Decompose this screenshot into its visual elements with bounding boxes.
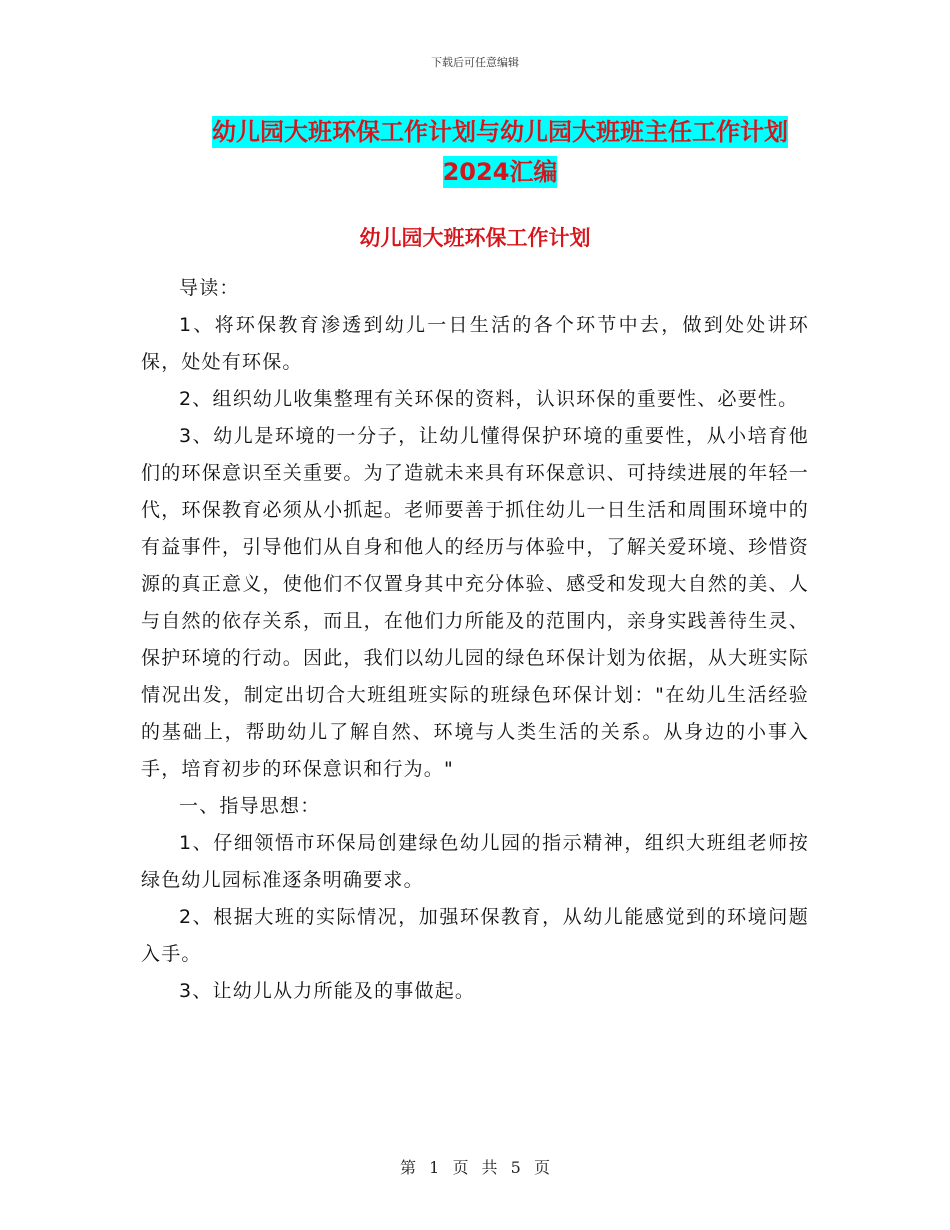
paragraph: 3、幼儿是环境的一分子，让幼儿懂得保护环境的重要性，从小培育他们的环保意识至关重要。为了造就未来具有环保意识、可持续进展的年轻一代，环保教育必须从小抓起。老师要善于抓住幼儿一日生活和周围环境中的有益事件，引导他们从自身和他人的经历与体验中，了解关爱环境、珍惜资源的真正意义，使他们不仅置身其中充分体验、感受和发现大自然的美、人与自然的依存关系，而且，在他们力所能及的范围内，亲身实践善待生灵、保护环境的行动。因此，我们以幼儿园的绿色环保计划为依据，从大班实际情况出发，制定出切合大班组班实际的班绿色环保计划："在幼儿生活经验的基础上，帮助幼儿了解自然、环境与人类生活的关系。从身边的小事入手，培育初步的环保意识和行为。" xyxy=(141,425,809,780)
header-note: 下载后可任意编辑 xyxy=(431,56,519,69)
current-page-number: 1 xyxy=(429,1158,440,1177)
paragraph: 2、根据大班的实际情况，加强环保教育，从幼儿能感觉到的环境问题入手。 xyxy=(141,906,809,965)
page-footer xyxy=(0,1155,950,1178)
paragraph: 一、指导思想： xyxy=(179,795,321,817)
paragraph: 2、组织幼儿收集整理有关环保的资料，认识环保的重要性、必要性。 xyxy=(179,388,799,410)
document-body xyxy=(141,270,809,1010)
total-pages-number: 5 xyxy=(510,1158,521,1177)
footer-page-unit: 页 xyxy=(452,1158,469,1177)
paragraph: 1、仔细领悟市环保局创建绿色幼儿园的指示精神，组织大班组老师按绿色幼儿园标准逐条明确要求。 xyxy=(141,832,809,891)
document-title xyxy=(190,112,810,192)
paragraph: 导读： xyxy=(179,277,240,299)
footer-total-prefix: 共 xyxy=(481,1158,498,1177)
paragraph: 3、让幼儿从力所能及的事做起。 xyxy=(179,980,476,1002)
document-title-text: 幼儿园大班环保工作计划与幼儿园大班班主任工作计划2024汇编 xyxy=(212,118,788,186)
footer-total-unit: 页 xyxy=(533,1158,550,1177)
paragraph: 1、将环保教育渗透到幼儿一日生活的各个环节中去，做到处处讲环保，处处有环保。 xyxy=(141,314,809,373)
footer-prefix: 第 xyxy=(400,1158,417,1177)
section-title: 幼儿园大班环保工作计划 xyxy=(359,226,591,250)
